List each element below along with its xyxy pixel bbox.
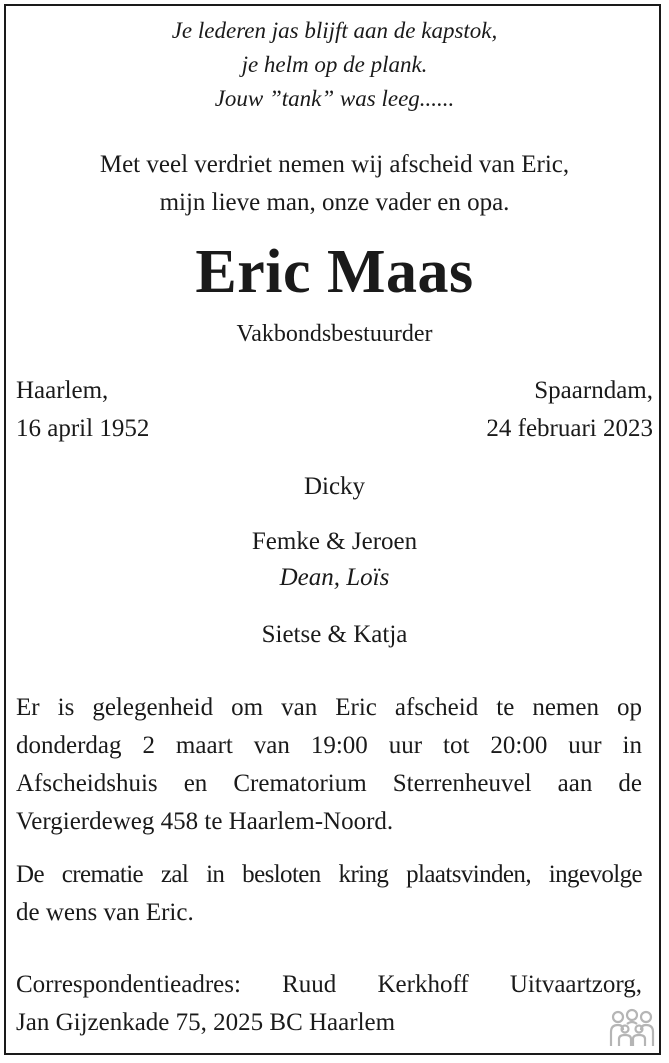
family-child-1: Femke & Jeroen <box>251 528 418 555</box>
cremation-line-1: De crematie zal in besloten kring plaatsvinden, ingevolge <box>16 861 642 888</box>
farewell-line-4: Vergierdeweg 458 te Haarlem-Noord. <box>16 808 394 835</box>
poem <box>0 14 669 116</box>
farewell-line-3: Afscheidshuis en Crematorium Sterrenheuvel aan de <box>16 770 642 797</box>
correspondence-line-1: Correspondentieadres: Ruud Kerkhoff Uitvaartzorg, <box>16 971 642 998</box>
intro-line-2: mijn lieve man, onze vader en opa. <box>159 189 510 216</box>
farewell-paragraph <box>16 689 642 841</box>
deceased-profession: Vakbondsbestuurder <box>236 321 433 347</box>
correspondence-line-2: Jan Gijzenkade 75, 2025 BC Haarlem <box>16 1009 396 1036</box>
birth-date: 16 april 1952 <box>16 415 150 442</box>
family-grandchildren-1: Dean, Loïs <box>279 564 390 591</box>
intro-line-1: Met veel verdriet nemen wij afscheid van Eric, <box>99 151 570 178</box>
family-icon <box>609 1008 655 1048</box>
farewell-line-1: Er is gelegenheid om van Eric afscheid te nemen op <box>16 694 642 721</box>
poem-line-3: Jouw ”tank” was leeg...... <box>214 86 455 111</box>
death-place: Spaarndam, <box>534 377 653 404</box>
family-child-2: Sietse & Katja <box>261 621 408 648</box>
death-date: 24 februari 2023 <box>486 415 653 442</box>
cremation-line-2: de wens van Eric. <box>16 899 194 926</box>
deceased-name: Eric Maas <box>195 238 474 306</box>
correspondence-paragraph <box>16 966 642 1042</box>
family-spouse: Dicky <box>303 473 366 500</box>
poem-line-2: je helm op de plank. <box>241 52 428 77</box>
cremation-paragraph <box>16 856 642 932</box>
poem-line-1: Je lederen jas blijft aan de kapstok, <box>171 18 498 43</box>
farewell-line-2: donderdag 2 maart van 19:00 uur tot 20:00 uur in <box>16 732 642 759</box>
birth-place: Haarlem, <box>16 377 109 404</box>
intro-text <box>0 146 669 222</box>
birth-info <box>16 372 149 448</box>
death-info <box>486 372 653 448</box>
